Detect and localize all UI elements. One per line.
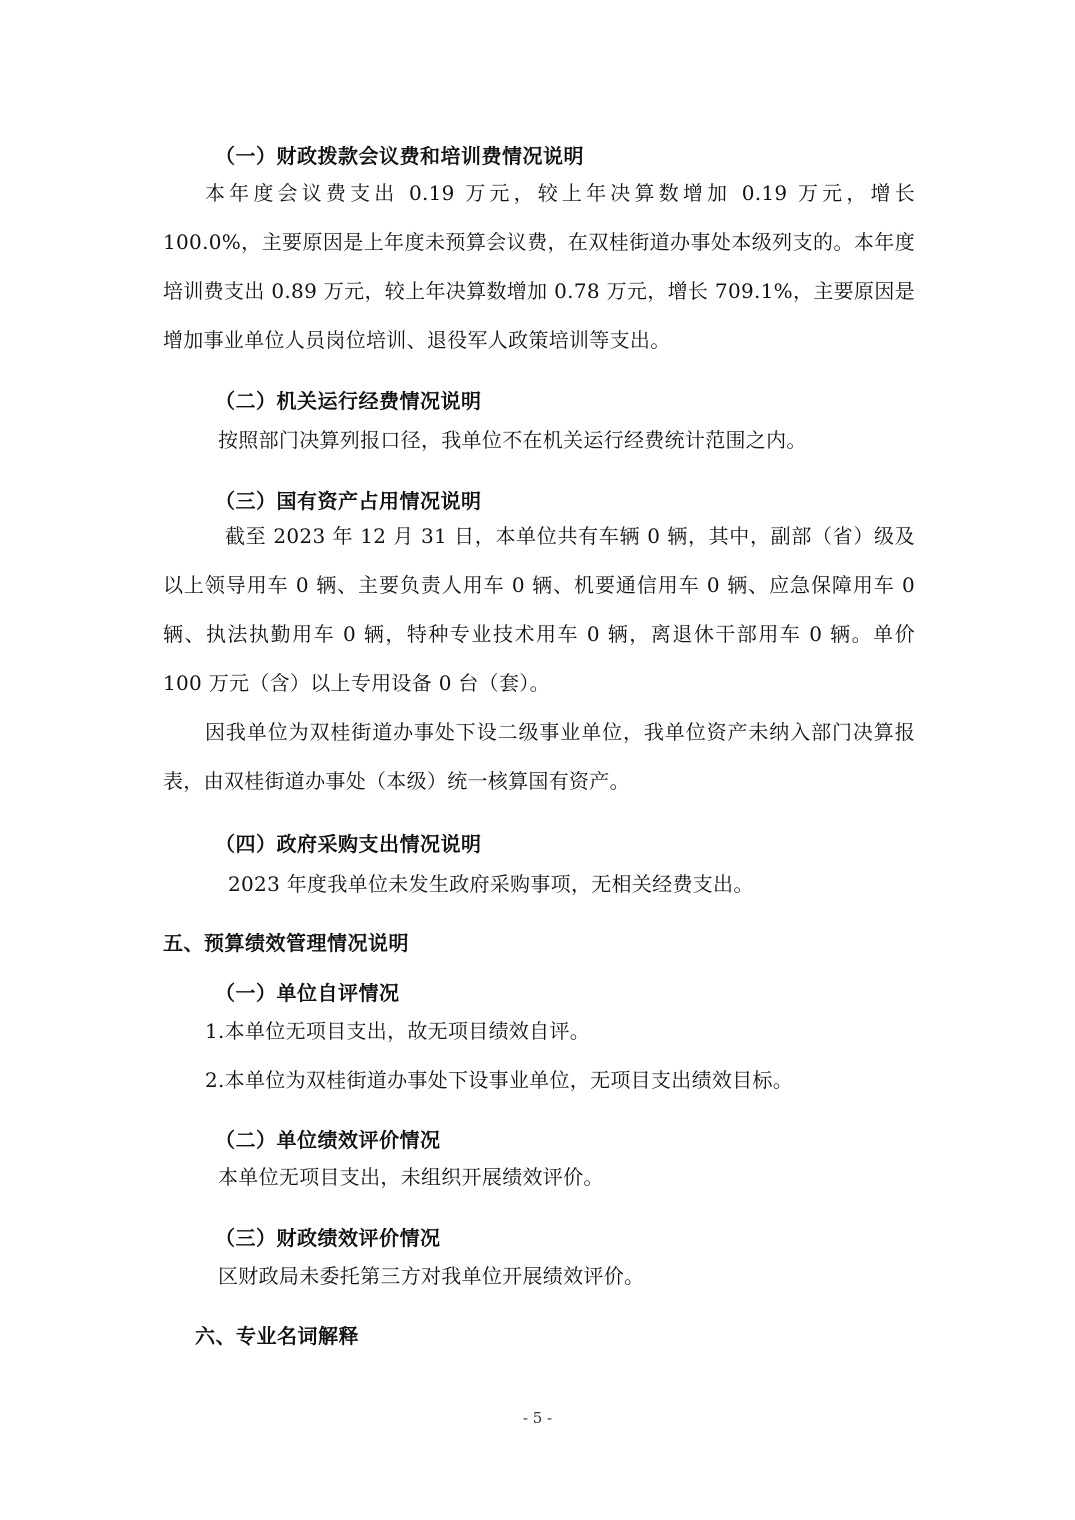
paragraph-operating-funds: 按照部门决算列报口径，我单位不在机关运行经费统计范围之内。: [218, 428, 807, 452]
paragraph-meeting-training: 本年度会议费支出 0.19 万元，较上年决算数增加 0.19 万元，增长 100.0%，主要原因是上年度未预算会议费，在双桂街道办事处本级列支的。本年度培训费支出 0.89 万元，较上年决算数增加 0.78 万元，增长 709.1%，主要原因是增加事业单位人员岗位培训、退役军人政策培训等支出。: [163, 181, 915, 352]
section-heading-state-assets: （三）国有资产占用情况说明: [215, 489, 482, 513]
section-heading-glossary: 六、专业名词解释: [195, 1324, 359, 1348]
paragraph-finance-evaluation: 区财政局未委托第三方对我单位开展绩效评价。: [218, 1264, 645, 1288]
subsection-heading-self-evaluation: （一）单位自评情况: [215, 981, 400, 1005]
list-item-self-evaluation-2: 2.本单位为双桂街道办事处下设事业单位，无项目支出绩效目标。: [205, 1068, 794, 1092]
list-item-self-evaluation-1: 1.本单位无项目支出，故无项目绩效自评。: [205, 1019, 591, 1043]
paragraph-unit-evaluation: 本单位无项目支出，未组织开展绩效评价。: [218, 1165, 604, 1189]
subsection-heading-finance-evaluation: （三）财政绩效评价情况: [215, 1226, 441, 1250]
section-heading-procurement: （四）政府采购支出情况说明: [215, 832, 482, 856]
subsection-heading-unit-evaluation: （二）单位绩效评价情况: [215, 1128, 441, 1152]
paragraph-state-assets-accounting: 因我单位为双桂街道办事处下设二级事业单位，我单位资产未纳入部门决算报表，由双桂街道办事处（本级）统一核算国有资产。: [163, 720, 915, 793]
paragraph-state-assets-vehicles: 截至 2023 年 12 月 31 日，本单位共有车辆 0 辆，其中，副部（省）级及以上领导用车 0 辆、主要负责人用车 0 辆、机要通信用车 0 辆、应急保障用车 0 辆、执法执勤用车 0 辆，特种专业技术用车 0 辆，离退休干部用车 0 辆。单价 100 万元（含）以上专用设备 0 台（套）。: [163, 524, 915, 695]
section-heading-operating-funds: （二）机关运行经费情况说明: [215, 389, 482, 413]
section-heading-meeting-training: （一）财政拨款会议费和培训费情况说明: [215, 144, 584, 168]
paragraph-procurement: 2023 年度我单位未发生政府采购事项，无相关经费支出。: [228, 872, 754, 896]
section-heading-performance: 五、预算绩效管理情况说明: [163, 931, 409, 955]
page-number: - 5 -: [522, 1409, 553, 1427]
